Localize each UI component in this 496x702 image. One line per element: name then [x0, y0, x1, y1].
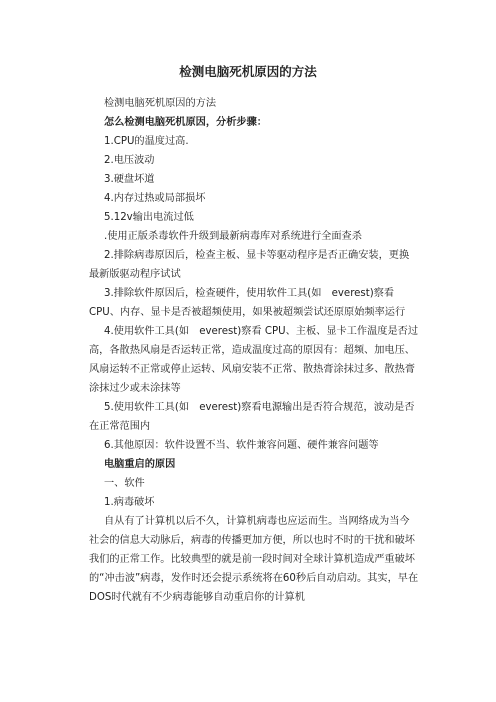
- paragraph: 自从有了计算机以后不久，计算机病毒也应运而生。当网络成为当今社会的信息大动脉后，病毒的传播更加方便，所以也时不时的干扰和破坏我们的正常工作。比较典型的就是前一段时间对全球计算机造成严重破坏的“冲击波”病毒，发作时还会提示系统将在60秒后自动启动。其实，早在DOS时代就有不少病毒能够自动重启你的计算机: [89, 516, 419, 603]
- paragraph: 5.使用软件工具(如 everest)察看电源输出是否符合规范，波动是否在正常范围内: [89, 402, 415, 432]
- section-heading: 怎么检测电脑死机原因，分析步骤：: [104, 117, 267, 128]
- paragraph: 4.使用软件工具(如 everest)察看 CPU、主板、显卡工作温度是否过高，各散热风扇是否运转正常，造成温度过高的原因有：超频、加电压、风扇运转不正常或停止运转、风扇安装不正常、散热膏涂抹过多、散热膏涂抹过少或未涂抹等: [89, 326, 419, 394]
- section-heading: 电脑重启的原因: [104, 459, 176, 470]
- paragraph: 5.12v输出电流过低: [104, 212, 194, 223]
- paragraph: 一、软件: [104, 478, 145, 489]
- document-body: [89, 94, 419, 607]
- paragraph: 4.内存过热或局部损坏: [104, 193, 206, 204]
- paragraph: 1.CPU的温度过高.: [104, 136, 189, 147]
- paragraph: 3.排除软件原因后，检查硬件，使用软件工具(如 everest)察看CPU、内存、显卡是否被超频使用，如果被超频尝试还原原始频率运行: [89, 288, 406, 318]
- paragraph: 1.病毒破坏: [104, 497, 155, 508]
- paragraph: 2.电压波动: [104, 155, 155, 166]
- paragraph: 检测电脑死机原因的方法: [104, 98, 217, 109]
- paragraph: 6.其他原因：软件设置不当、软件兼容问题、硬件兼容问题等: [104, 440, 379, 451]
- paragraph: 3.硬盘坏道: [104, 174, 155, 185]
- paragraph: .使用正版杀毒软件升级到最新病毒库对系统进行全面查杀: [104, 231, 362, 242]
- paragraph: 2.排除病毒原因后，检查主板、显卡等驱动程序是否正确安装，更换最新版驱动程序试试: [89, 250, 410, 280]
- document-title: 检测电脑死机原因的方法: [179, 64, 317, 79]
